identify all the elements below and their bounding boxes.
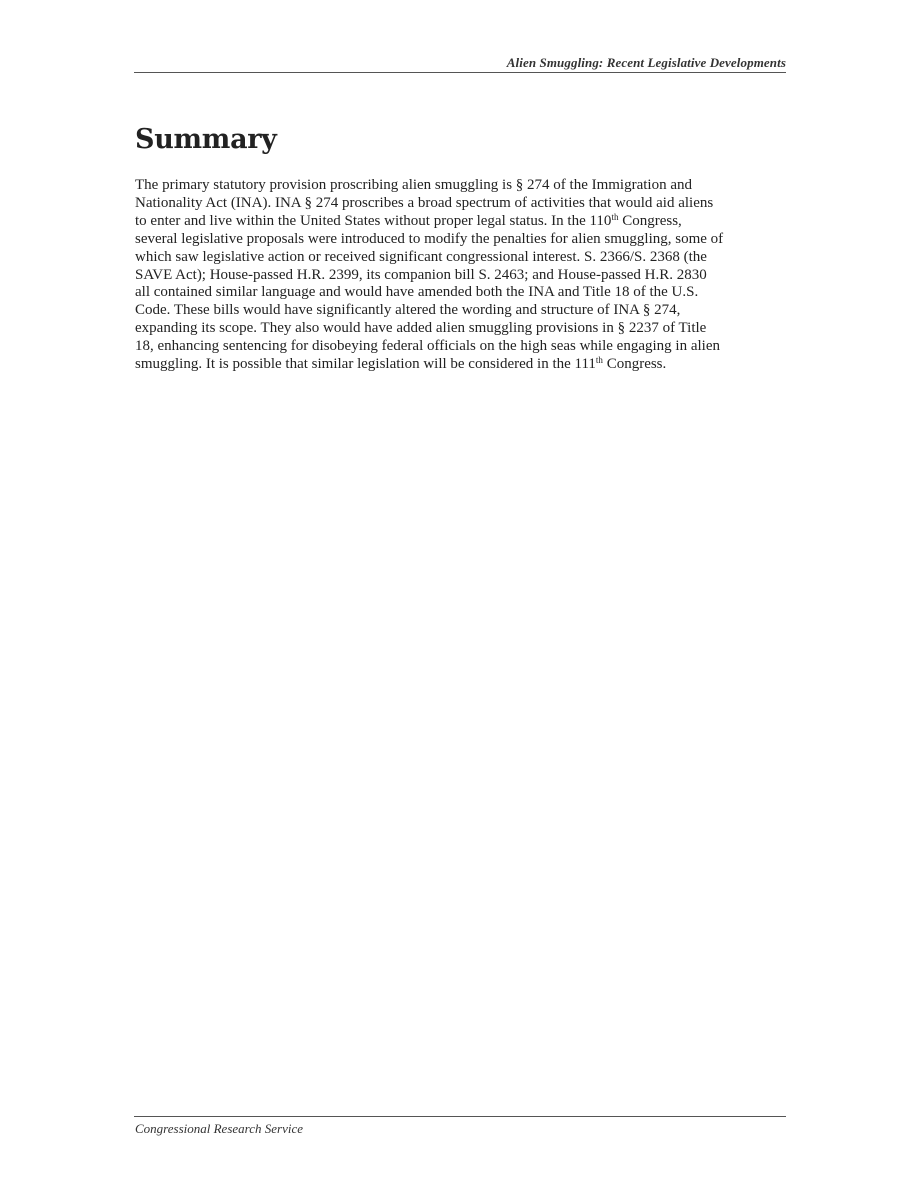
- summary-line-text: smuggling. It is possible that similar legislation will be considered in the 111: [135, 356, 596, 373]
- summary-line: Nationality Act (INA). INA § 274 proscribes a broad spectrum of activities that would aid aliens: [135, 194, 714, 211]
- summary-line-text: Congress,: [618, 212, 682, 229]
- summary-line: all contained similar language and would have amended both the INA and Title 18 of the U.S.: [135, 284, 699, 301]
- summary-line: The primary statutory provision proscribing alien smuggling is § 274 of the Immigration and: [135, 177, 692, 193]
- summary-line: expanding its scope. They also would have added alien smuggling provisions in § 2237 of Title: [135, 320, 707, 337]
- summary-line: SAVE Act); House-passed H.R. 2399, its companion bill S. 2463; and House-passed H.R. 2830: [135, 266, 707, 283]
- summary-paragraph: [135, 177, 787, 374]
- ordinal-suffix: th: [595, 355, 603, 366]
- running-footer: Congressional Research Service: [135, 1121, 303, 1136]
- summary-line: [135, 213, 787, 231]
- header-rule: [134, 72, 786, 73]
- summary-line: Code. These bills would have significantly altered the wording and structure of INA § 274,: [135, 302, 681, 319]
- ordinal-suffix: th: [611, 211, 619, 222]
- running-header: Alien Smuggling: Recent Legislative Developments: [506, 55, 786, 70]
- section-title: Summary: [135, 124, 277, 155]
- footer-rule: [134, 1116, 786, 1117]
- summary-line: several legislative proposals were introduced to modify the penalties for alien smuggling, some of: [135, 230, 724, 247]
- summary-line-text: to enter and live within the United States without proper legal status. In the 110: [135, 212, 612, 229]
- summary-line: which saw legislative action or received significant congressional interest. S. 2366/S. 2368 (the: [135, 248, 707, 265]
- summary-line-text: Congress.: [602, 356, 667, 373]
- summary-line: 18, enhancing sentencing for disobeying federal officials on the high seas while engaging in alien: [135, 338, 720, 355]
- summary-line: [135, 356, 787, 374]
